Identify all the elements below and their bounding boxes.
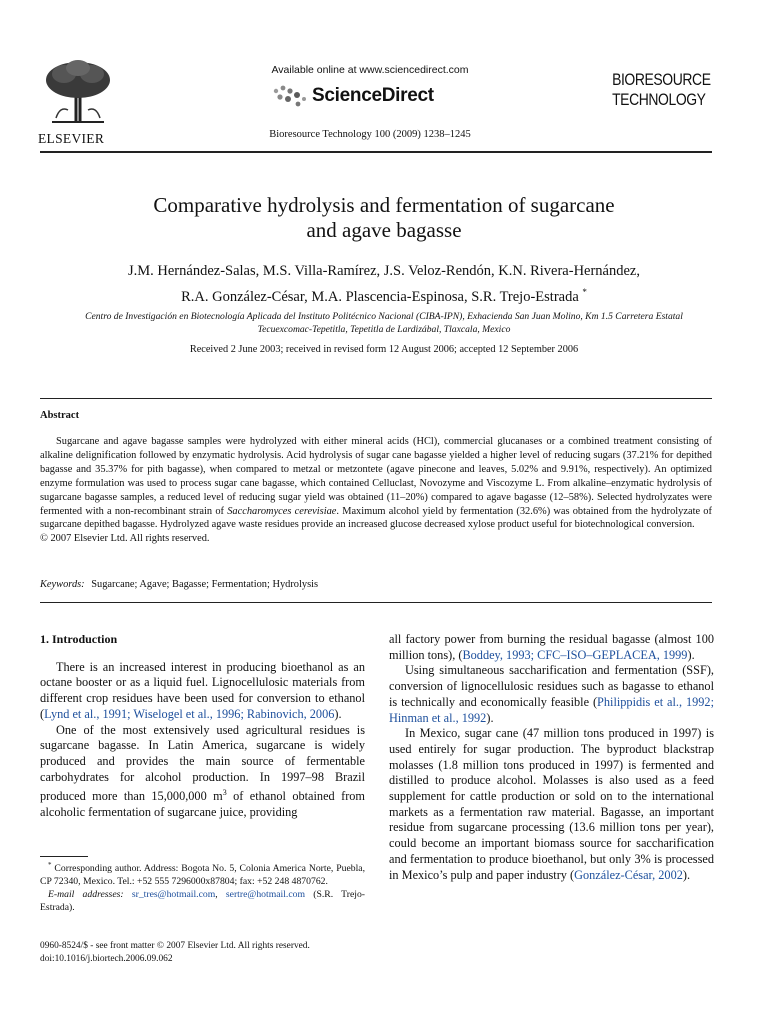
keywords-line	[40, 579, 318, 590]
publisher-name: ELSEVIER	[38, 131, 105, 146]
right-paragraph-3: In Mexico, sugar cane (47 million tons produced in 1997) is used entirely for sugar production. The byproduct blackstrap molasses (1.8 million tons produced in 1997) is fermented and distilled to produce alcohol. Molasses is also used as a feed supplement for cattle production or sold on to the international markets as a fermentation raw material. Bagasse, an important residue from sugarcane processing (13.6 million tons per year), could become an important biomass source for saccharification and fermentation to produce bioethanol, but only 3% is processed in Mexico’s pulp and paper industry (González-César, 2002).	[389, 726, 714, 882]
sciencedirect-dots-icon	[270, 83, 310, 109]
affiliation-line-2: Tecuexcomac-Tepetitla, Tepetitla de Lardizábal, Tlaxcala, Mexico	[257, 324, 511, 335]
right-paragraph-1: all factory power from burning the residual bagasse (almost 100 million tons), (Boddey, 1993; CFC–ISO–GEPLACEA, 1999).	[389, 632, 714, 662]
affiliation	[30, 310, 738, 336]
sciencedirect-wordmark: ScienceDirect	[312, 85, 434, 106]
abstract-text-a: Sugarcane and agave bagasse samples were hydrolyzed with either mineral acids (HCl), commercial glucanases or a combined treatment consisting of alkaline delignification followed by enzymatic hydrolysis. Acid hydrolysis of sugar cane bagasse yielded a higher level of reducing sugars (37.21% for depithed bagasse and 35.37% for pith bagasse), when compared to metzal or metzontete (agave pinecone and leaves, 5.02% and 9.91%, respectively). An optimized enzyme formulation was used to process sugar cane bagasse, which contained Celluclast, Novozyme and Viscozyme L. From alkaline–enzymatic hydrolysis of sugarcane bagasse samples, a reduced level of reducing sugar yield was obtained (11–20%) compared to agave bagasse (12–58%). Selected hydrolyzates were fermented with a non-recombinant strain of	[40, 436, 712, 517]
authors-line-2: R.A. González-César, M.A. Plascencia-Espinosa, S.R. Trejo-Estrada *	[181, 287, 587, 305]
intro-paragraph-1: There is an increased interest in producing bioethanol as an octane booster or as a liquid fuel. Lignocellulosic materials from different crop residues have been used for conversion to ethanol (Lynd et al., 1991; Wiselogel et al., 1996; Rabinovich, 2006).	[40, 659, 365, 721]
abstract-body	[40, 435, 712, 546]
abstract-heading: Abstract	[40, 410, 80, 421]
header-rule	[40, 151, 712, 153]
issn-line: 0960-8524/$ - see front matter © 2007 Elsevier Ltd. All rights reserved.	[40, 941, 310, 951]
abstract-top-rule	[40, 398, 712, 399]
email-link-2[interactable]: sertre@hotmail.com	[225, 889, 306, 901]
front-matter	[40, 940, 400, 965]
abstract-organism: Saccharomyces cerevisiae	[227, 505, 337, 517]
footnote-rule	[40, 856, 88, 857]
footnote	[40, 859, 365, 915]
elsevier-tree-icon	[38, 58, 118, 124]
right-citation-link-2[interactable]: Philippidis et al., 1992; Hinman et al., 1992	[389, 694, 714, 725]
intro-citation-link-1[interactable]: Lynd et al., 1991; Wiselogel et al., 1996; Rabinovich, 2006	[44, 706, 335, 721]
footnote-email: E-mail addresses: sr_tres@hotmail.com, sertre@hotmail.com (S.R. Trejo-Estrada).	[40, 889, 366, 913]
footnote-corresponding: * Corresponding author. Address: Bogota No. 5, Colonia America Norte, Puebla, CP 72340, Mexico. Tel.: +52 555 7296000x87804; fax: +52 248 4870762.	[40, 861, 366, 888]
intro-paragraph-2: One of the most extensively used agricultural residues is sugarcane bagasse. In Latin America, sugarcane is widely produced and provides the main source of fermentable carbohydrates for alcohol production. In 1997–98 Brazil produced more than 15,000,000 $m^3$ of ethanol obtained from alcoholic fermentation of sugarcane juice, providing	[40, 722, 365, 820]
available-online-text: Available online at www.sciencedirect.com	[271, 64, 469, 76]
article-title	[40, 193, 728, 243]
authors-line-1: J.M. Hernández-Salas, M.S. Villa-Ramírez, J.S. Veloz-Rendón, K.N. Rivera-Hernández,	[127, 263, 640, 279]
journal-logo-line1: BIORESOURCE	[612, 70, 711, 89]
title-line-1: Comparative hydrolysis and fermentation of sugarcane	[153, 193, 615, 217]
section-heading-introduction: 1. Introduction	[40, 632, 118, 646]
doi-line: doi:10.1016/j.biortech.2006.09.062	[40, 953, 173, 964]
journal-citation: Bioresource Technology 100 (2009) 1238–1245	[269, 129, 471, 140]
received-dates: Received 2 June 2003; received in revised form 12 August 2006; accepted 12 September 2006	[189, 344, 579, 355]
elsevier-logo	[38, 58, 118, 146]
journal-logo	[602, 70, 714, 110]
keywords-list: Sugarcane; Agave; Bagasse; Fermentation; Hydrolysis	[91, 579, 319, 590]
left-column	[40, 632, 365, 821]
author-list	[40, 261, 728, 308]
right-paragraph-2: Using simultaneous saccharification and fermentation (SSF), conversion of lignocellulosic residues such as bagasse to ethanol is technically and economically feasible (Philippidis et al., 1992; Hinman et al., 1992).	[389, 663, 714, 725]
abstract-text-b: . Maximum alcohol yield by fermentation (32.6%) was obtained from the hydrolyzate of sugarcane depithed bagasse. Hydrolyzed agave waste residues provide an increased glucose decreased xylose product useful for biotechnological conversion.	[40, 505, 712, 531]
journal-logo-line2: TECHNOLOGY	[612, 90, 706, 109]
sciencedirect-logo	[270, 83, 470, 109]
abstract-bottom-rule	[40, 602, 712, 603]
email-link-1[interactable]: sr_tres@hotmail.com	[131, 889, 216, 901]
right-column	[389, 632, 714, 883]
affiliation-line-1: Centro de Investigación en Biotecnología Aplicada del Instituto Politécnico Nacional (CIBA-IPN), Exhacienda San Juan Molino, Km 1.5 Carretera Estatal	[85, 311, 683, 322]
keywords-label: Keywords:	[40, 579, 85, 590]
corresponding-author-mark[interactable]: *	[582, 287, 587, 297]
right-citation-link-3[interactable]: González-César, 2002	[574, 867, 683, 882]
abstract-copyright: © 2007 Elsevier Ltd. All rights reserved.	[40, 533, 210, 545]
title-line-2: and agave bagasse	[306, 218, 462, 242]
right-citation-link-1[interactable]: Boddey, 1993; CFC–ISO–GEPLACEA, 1999	[462, 647, 688, 662]
